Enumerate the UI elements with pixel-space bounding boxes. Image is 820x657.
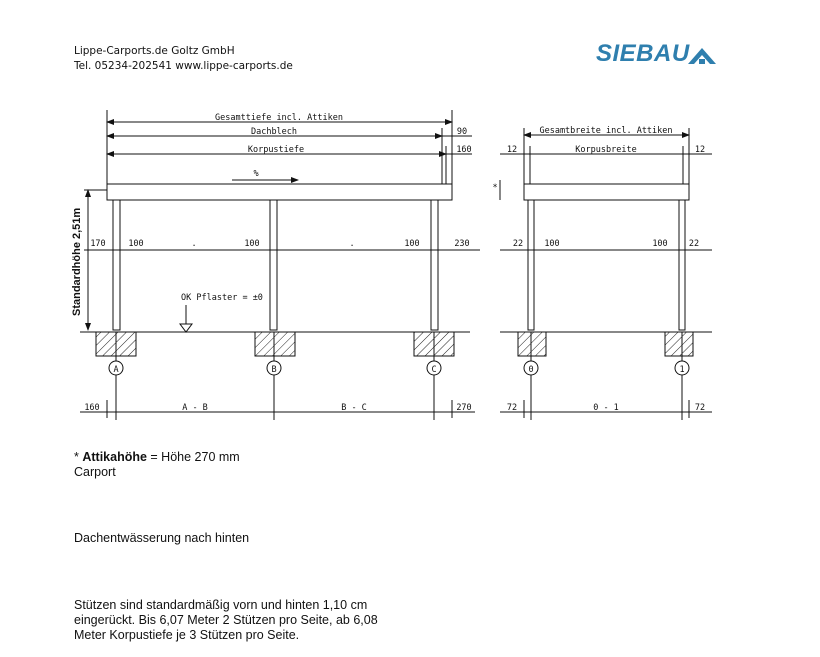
label-slope: % xyxy=(253,169,259,179)
label-bottom-right: 270 xyxy=(456,403,472,413)
attika-line xyxy=(74,450,240,465)
label-span-1: 100 xyxy=(128,239,144,249)
label-left-offset: 170 xyxy=(90,239,106,249)
notes-attika xyxy=(74,450,240,480)
posts-line-3: Meter Korpustiefe je 3 Stützen pro Seite. xyxy=(74,628,300,642)
label-front-left-offset: 22 xyxy=(512,239,524,249)
label-span-bc: B - C xyxy=(341,403,367,413)
posts-line-2: eingerückt. Bis 6,07 Meter 2 Stützen pro Seite, ab 6,08 xyxy=(74,613,378,627)
notes-drainage: Dachentwässerung nach hinten xyxy=(74,531,250,545)
label-front-span-1: 100 xyxy=(544,239,560,249)
label-body-width: Korpusbreite xyxy=(575,145,637,155)
label-dot-1: . xyxy=(191,239,197,249)
label-front-bottom-right: 72 xyxy=(694,403,706,413)
label-total-depth: Gesamttiefe incl. Attiken xyxy=(215,113,343,123)
label-span-3: 100 xyxy=(404,239,420,249)
label-roof-sheet: Dachblech xyxy=(250,127,298,137)
axis-label-c: C xyxy=(431,365,437,375)
label-attika-star: * xyxy=(492,183,498,193)
label-standard-height: Standardhöhe 2,51m xyxy=(71,207,83,316)
attika-prefix: * xyxy=(74,450,83,464)
attika-value: = Höhe 270 mm xyxy=(146,450,240,464)
label-span-2: 100 xyxy=(244,239,260,249)
label-front-right-offset: 22 xyxy=(688,239,700,249)
posts-line-1: Stützen sind standardmäßig vorn und hinten 1,10 cm xyxy=(74,598,368,612)
label-front-bottom-left: 72 xyxy=(506,403,518,413)
label-edge-left: 12 xyxy=(506,145,518,155)
notes-posts xyxy=(74,598,434,643)
axis-label-1: 1 xyxy=(679,365,685,375)
axis-label-b: B xyxy=(271,365,277,375)
company-name: Lippe-Carports.de Goltz GmbH xyxy=(74,45,235,57)
label-right-offset: 230 xyxy=(454,239,470,249)
label-body-depth: Korpustiefe xyxy=(247,145,305,155)
attika-label: Attikahöhe xyxy=(82,450,147,464)
logo-text: SIEBAU xyxy=(596,40,690,67)
label-ground-level: OK Pflaster = ±0 xyxy=(181,293,263,303)
label-roof-overhang: 90 xyxy=(456,127,468,137)
label-dot-2: . xyxy=(349,239,355,249)
carport-type: Carport xyxy=(74,465,116,479)
label-front-span: 0 - 1 xyxy=(593,403,619,413)
label-span-ab: A - B xyxy=(182,403,208,413)
label-bottom-left: 160 xyxy=(84,403,100,413)
axis-label-a: A xyxy=(113,365,119,375)
axis-label-0: 0 xyxy=(528,365,534,375)
company-contact: Tel. 05234-202541 www.lippe-carports.de xyxy=(74,60,293,72)
label-edge-right: 12 xyxy=(694,145,706,155)
label-total-width: Gesamtbreite incl. Attiken xyxy=(539,126,673,136)
label-body-overhang: 160 xyxy=(456,145,472,155)
label-front-span-2: 100 xyxy=(652,239,668,249)
